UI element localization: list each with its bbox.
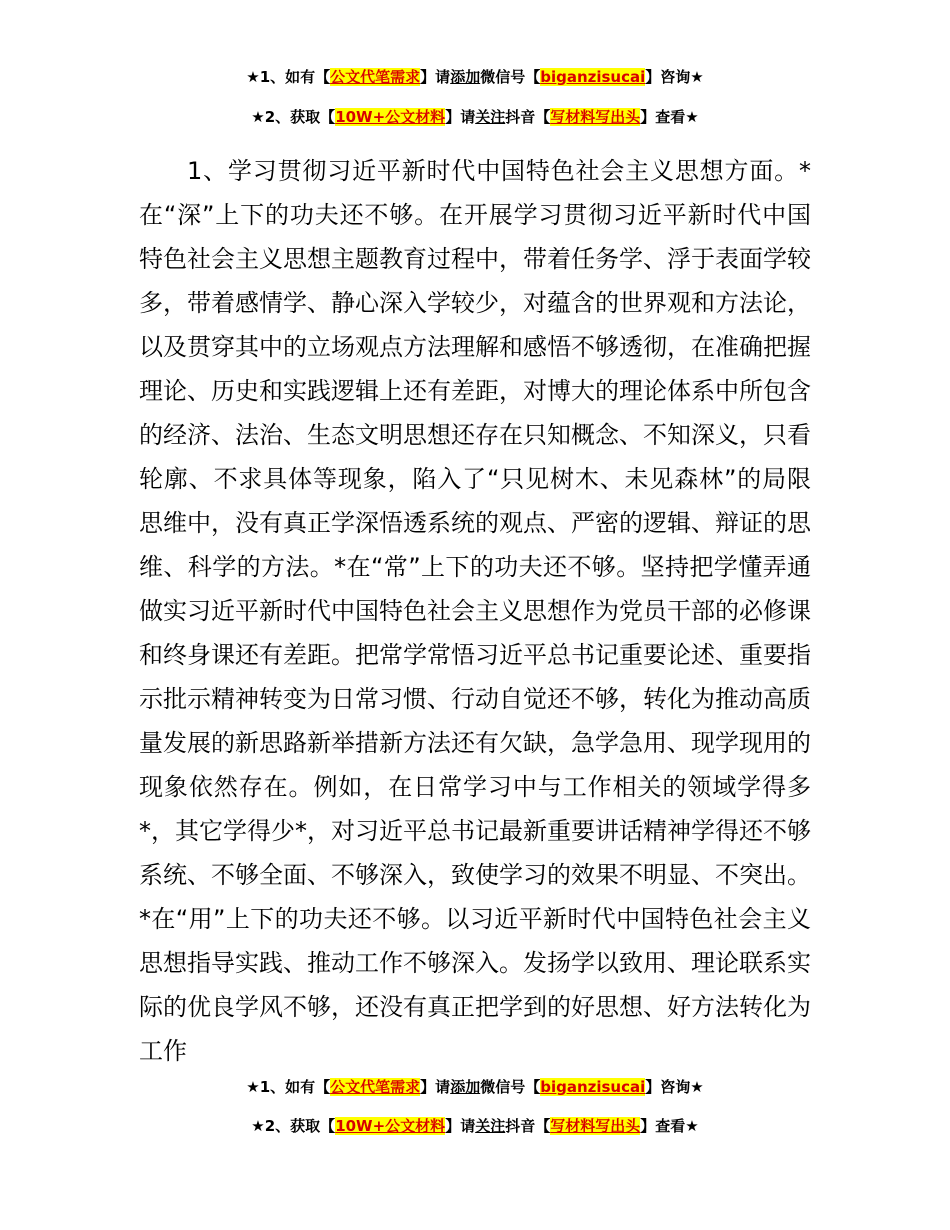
- promo-text: 】查看★: [640, 108, 699, 126]
- promo-text: 】请: [420, 1078, 451, 1096]
- body-paragraph: 1、学习贯彻习近平新时代中国特色社会主义思想方面。*在“深”上下的功夫还不够。在开展学习贯彻习近平新时代中国特色社会主义思想主题教育过程中，带着任务学、浮于表面学较多，带着感情学、静心深入学较少，对蕴含的世界观和方法论，以及贯穿其中的立场观点方法理解和感悟不够透彻，在准确把握理论、历史和实践逻辑上还有差距，对博大的理论体系中所包含的经济、法治、生态文明思想还存在只知概念、不知深义，只看轮廓、不求具体等现象，陷入了“只见树木、未见森林”的局限思维中，没有真正学深悟透系统的观点、严密的逻辑、辩证的思维、科学的方法。*在“常”上下的功夫还不够。坚持把学懂弄通做实习近平新时代中国特色社会主义思想作为党员干部的必修课和终身课还有差距。把常学常悟习近平总书记重要论述、重要指示批示精神转变为日常习惯、行动自觉还不够，转化为推动高质量发展的新思路新举措新方法还有欠缺，急学急用、现学现用的现象依然存在。例如，在日常学习中与工作相关的领域学得多*，其它学得少*，对习近平总书记最新重要讲话精神学得还不够系统、不够全面、不够深入，致使学习的效果不明显、不突出。*在“用”上下的功夫还不够。以习近平新时代中国特色社会主义思想指导实践、推动工作不够深入。发扬学以致用、理论联系实际的优良学风不够，还没有真正把学到的好思想、好方法转化为工作: [139, 157, 811, 1065]
- promo-text: 抖音【: [505, 108, 551, 126]
- footer-promo-line-1: [0, 1076, 950, 1098]
- header-promo-line-1: [0, 66, 950, 88]
- promo-text: 】请: [445, 1117, 476, 1135]
- promo-text: ★2、获取【: [251, 1117, 336, 1135]
- promo-highlight: 10W+公文材料: [335, 1117, 446, 1135]
- promo-text: 】请: [445, 108, 476, 126]
- promo-underline: 添加: [450, 68, 481, 86]
- promo-text: 】咨询★: [645, 1078, 704, 1096]
- promo-text: 抖音【: [505, 1117, 551, 1135]
- promo-text: 微信号【: [480, 68, 541, 86]
- promo-highlight: 公文代笔需求: [330, 68, 421, 86]
- promo-text: ★2、获取【: [251, 108, 336, 126]
- promo-text: 】查看★: [640, 1117, 699, 1135]
- promo-douyin-id: 写材料写出头: [550, 108, 641, 126]
- header-promo-line-2: [0, 106, 950, 128]
- promo-douyin-id: 写材料写出头: [550, 1117, 641, 1135]
- promo-text: ★1、如有【: [246, 68, 331, 86]
- promo-underline: 添加: [450, 1078, 481, 1096]
- promo-underline: 关注: [475, 108, 506, 126]
- promo-text: 】请: [420, 68, 451, 86]
- promo-text: 】咨询★: [645, 68, 704, 86]
- promo-underline: 关注: [475, 1117, 506, 1135]
- promo-highlight: 公文代笔需求: [330, 1078, 421, 1096]
- promo-highlight: 10W+公文材料: [335, 108, 446, 126]
- promo-wechat-id: biganzisucai: [540, 68, 646, 86]
- promo-text: ★1、如有【: [246, 1078, 331, 1096]
- footer-promo-line-2: [0, 1115, 950, 1137]
- promo-wechat-id: biganzisucai: [540, 1078, 646, 1096]
- promo-text: 微信号【: [480, 1078, 541, 1096]
